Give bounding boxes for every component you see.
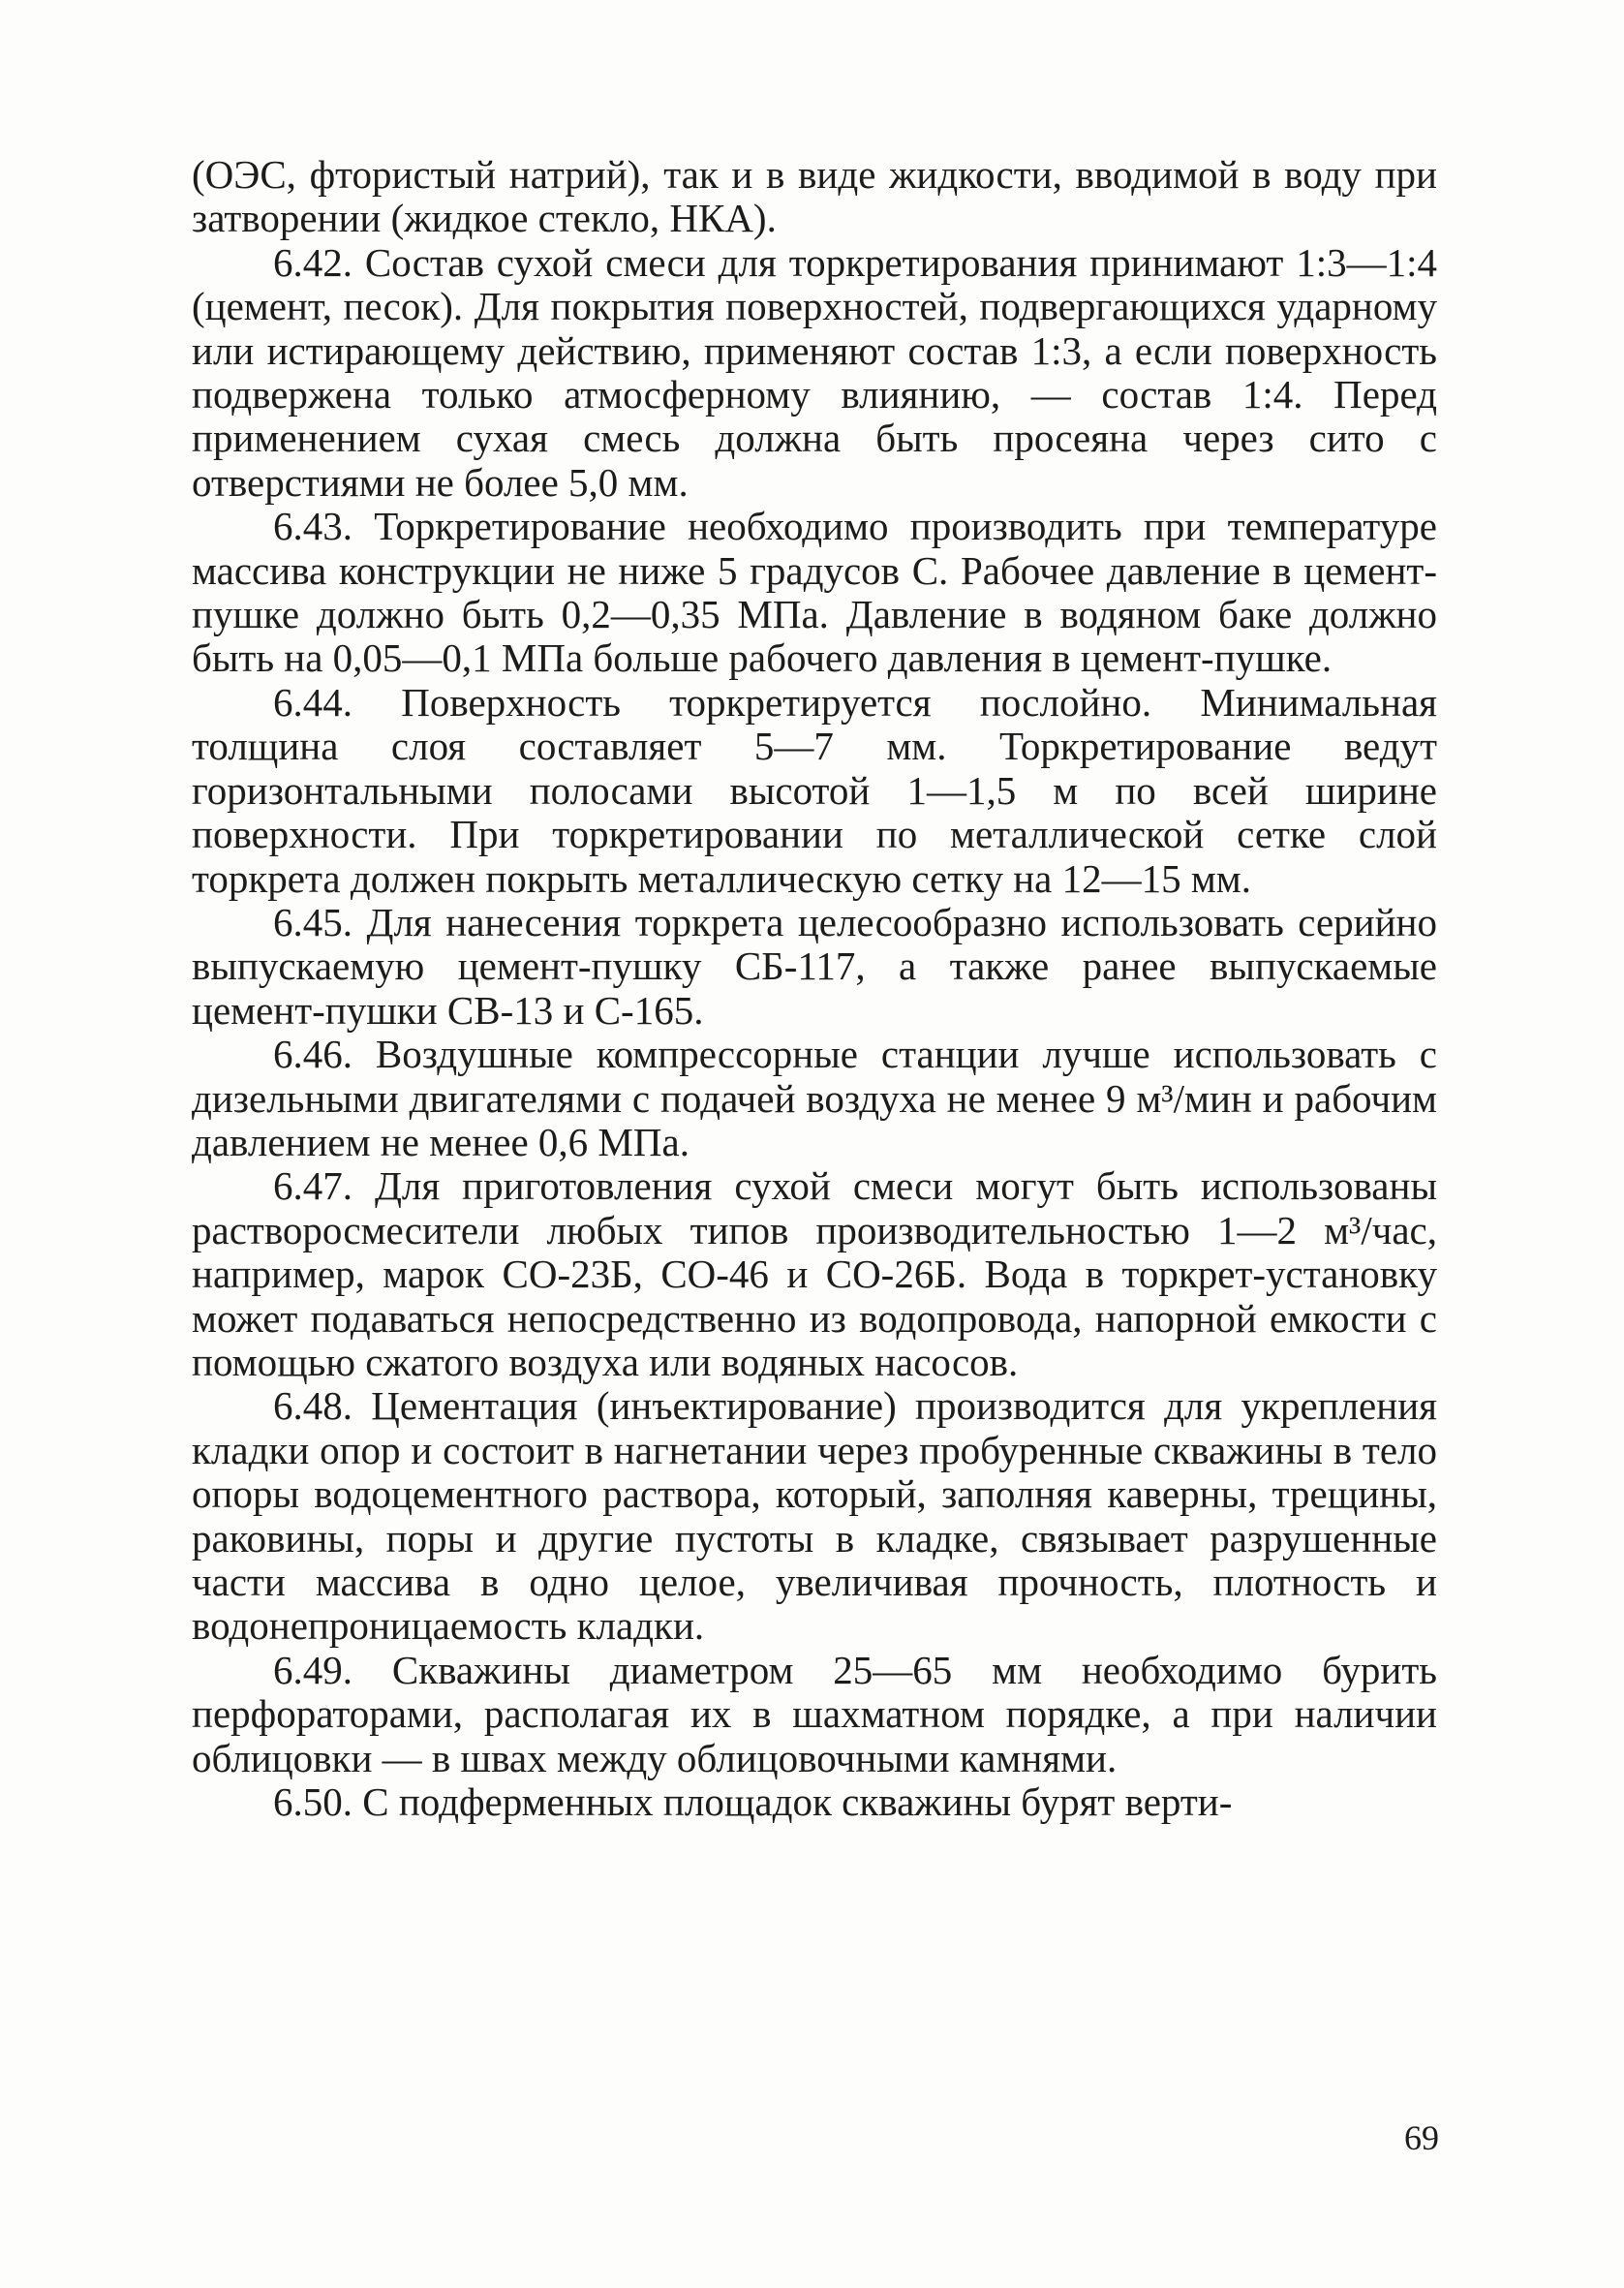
paragraph-6-43: 6.43. Торкретирование необходимо производить при температуре массива конструкции не ниже 5 градусов С. Рабочее давление в цемент-пушке должно быть 0,2—0,35 МПа. Давление в водяном баке должно быть на 0,05—0,1 МПа больше рабочего давления в цемент-пушке. (192, 504, 1437, 681)
paragraph-continuation: (ОЭС, фтористый натрий), так и в виде жидкости, вводимой в воду при затворении (жидкое стекло, НКА). (192, 152, 1437, 241)
page-number: 69 (1404, 2118, 1439, 2157)
paragraph-6-48: 6.48. Цементация (инъектирование) производится для укрепления кладки опор и состоит в нагнетании через пробуренные скважины в тело опоры водоцементного раствора, который, заполняя каверны, трещины, раковины, поры и другие пустоты в кладке, связывает разрушенные части массива в одно целое, увеличивая прочность, плотность и водонепроницаемость кладки. (192, 1383, 1437, 1649)
paragraph-6-49: 6.49. Скважины диаметром 25—65 мм необходимо бурить перфораторами, располагая их в шахматном порядке, а при наличии облицовки — в швах между облицовочными камнями. (192, 1647, 1437, 1780)
paragraph-6-44: 6.44. Поверхность торкретируется послойно. Минимальная толщина слоя составляет 5—7 мм. Торкретирование ведут горизонтальными полосами высотой 1—1,5 м по всей ширине поверхности. При торкретировании по металлической сетке слой торкрета должен покрыть металлическую сетку на 12—15 мм. (192, 679, 1437, 901)
paragraph-6-45: 6.45. Для нанесения торкрета целесообразно использовать серийно выпускаемую цемент-пушку СБ-117, а также ранее выпускаемые цемент-пушки СВ-13 и С-165. (192, 899, 1437, 1033)
paragraph-6-47: 6.47. Для приготовления сухой смеси могут быть использованы растворосмесители любых типов производительностью 1—2 м³/час, например, марок СО-23Б, СО-46 и СО-26Б. Вода в торкрет-установку может подаваться непосредственно из водопровода, напорной емкости с помощью сжатого воздуха или водяных насосов. (192, 1163, 1437, 1384)
paragraph-6-42: 6.42. Состав сухой смеси для торкретирования принимают 1:3—1:4 (цемент, песок). Для покрытия поверхностей, подвергающихся ударному или истирающему действию, применяют состав 1:3, а если поверхность подвержена только атмосферному влиянию, — состав 1:4. Перед применением сухая смесь должна быть просеяна через сито с отверстиями не более 5,0 мм. (192, 239, 1437, 505)
paragraph-6-50: 6.50. С подферменных площадок скважины бурят верти- (273, 1779, 1233, 1825)
body-text (192, 153, 1437, 1824)
paragraph-6-46: 6.46. Воздушные компрессорные станции лучше использовать с дизельными двигателями с подачей воздуха не менее 9 м³/мин и рабочим давлением не менее 0,6 МПа. (192, 1032, 1437, 1164)
